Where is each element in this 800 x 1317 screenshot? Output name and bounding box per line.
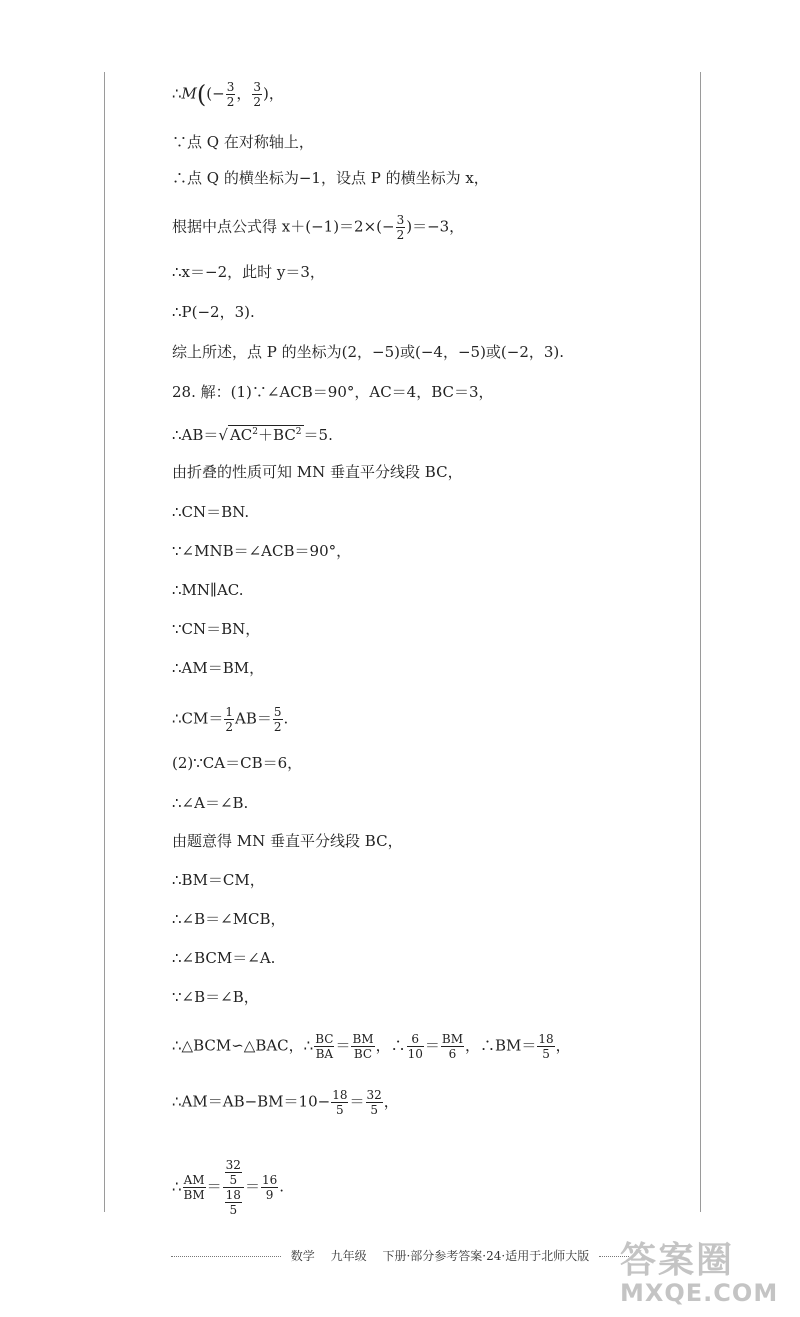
line-summary: 综上所述，点 P 的坐标为(2，−5)或(−4，−5)或(−2，3). xyxy=(172,343,565,361)
right-margin-rule xyxy=(700,72,701,1212)
line-angle-b-b: ∵∠B＝∠B， xyxy=(172,988,259,1006)
footer-edition: 适用于北师大版 xyxy=(505,1249,590,1263)
line-angle-mnb: ∵∠MNB＝∠ACB＝90°， xyxy=(172,542,352,560)
footer-subject: 数学 xyxy=(290,1249,315,1263)
line-angle-mcb: ∴∠B＝∠MCB， xyxy=(172,910,286,928)
line-p-point: ∴P(−2，3). xyxy=(172,303,255,321)
line-angle-bcm: ∴∠BCM＝∠A. xyxy=(172,949,276,967)
footer-page-number: 24 xyxy=(486,1249,502,1263)
line-cn-bn-2: ∵CN＝BN， xyxy=(172,620,261,638)
line-cn-bn: ∴CN＝BN. xyxy=(172,503,250,521)
page-footer: 数学 九年级 下册·部分参考答案·24·适用于北师大版 xyxy=(90,1247,710,1264)
footer-dots-left xyxy=(171,1256,281,1257)
line-mn-bisector: 由题意得 MN 垂直平分线段 BC， xyxy=(172,832,403,850)
line-q28-given: 28. 解：(1)∵∠ACB＝90°，AC＝4，BC＝3， xyxy=(172,383,494,401)
line-x-value: ∴x＝−2，此时 y＝3， xyxy=(172,263,325,281)
line-am-bm: ∴AM＝BM， xyxy=(172,659,265,677)
line-ratio: ∴ $\frac{AM}{BM}$ ＝ $\frac{\frac{32}{5}}{\frac{18}{5}}$ ＝ $\frac{16}{9}$ . xyxy=(172,1158,285,1217)
line-part2-given: (2)∵CA＝CB＝6， xyxy=(172,754,303,772)
footer-volume: 下册 xyxy=(382,1249,407,1263)
left-margin-rule xyxy=(104,72,105,1212)
footer-grade: 九年级 xyxy=(330,1249,367,1263)
line-ab: ∴AB＝√ $AC^2+BC^2 =5$. xyxy=(172,426,333,444)
line-midpoint: 根据中点公式得 x＋(−1)＝2×(− $\frac{3}{2}$ )＝−3， xyxy=(172,213,465,242)
line-similar-triangles: ∴△BCM∽△BAC，∴ $\frac{BC}{BA}$ ＝ $\frac{BM}{BC}$ ，∴ $\frac{6}{10}$ ＝ $\frac{BM}{6}$ ，∴BM＝ $\frac{18}{5}$ ， xyxy=(172,1032,571,1061)
line-fold: 由折叠的性质可知 MN 垂直平分线段 BC， xyxy=(172,463,463,481)
line-bm-cm: ∴BM＝CM， xyxy=(172,871,265,889)
footer-section: 部分参考答案 xyxy=(410,1249,483,1263)
line-mn-parallel: ∴MN∥AC. xyxy=(172,581,244,599)
line-am-value: ∴AM＝AB−BM＝10− $\frac{18}{5}$ ＝ $\frac{32}{5}$ ， xyxy=(172,1088,399,1117)
line-q-abscissa: ∴点 Q 的横坐标为−1，设点 P 的横坐标为 x， xyxy=(172,169,489,187)
line-cm: ∴CM＝ $\frac{1}{2}$ AB＝ $\frac{5}{2}$ . xyxy=(172,705,289,734)
watermark-logo: 答案圈 MXQE.COM xyxy=(620,1240,779,1307)
line-m-coords: ∴M((− $\frac{3}{2}$ ， $\frac{3}{2}$ )， xyxy=(172,80,284,109)
line-angle-a-b: ∴∠A＝∠B. xyxy=(172,794,249,812)
line-q-axis: ∵点 Q 在对称轴上， xyxy=(172,133,314,151)
